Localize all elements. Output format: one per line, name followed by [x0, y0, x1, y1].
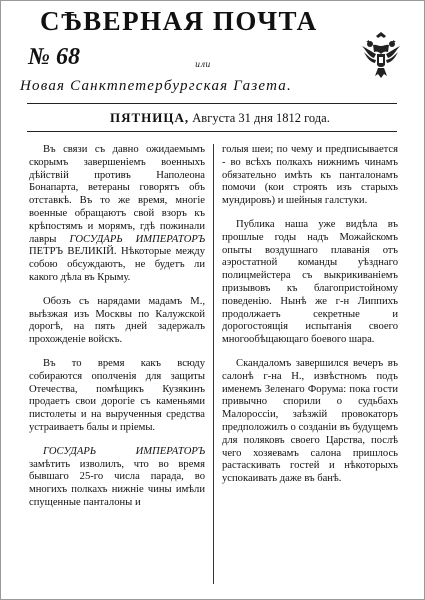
bottom-rule — [27, 131, 397, 132]
article-parade-continued: голыя шеи; по чему и предписывается - во всѣхъ полкахъ нижнимъ чинамъ обязательно имѣть къ панталонамъ помочи (кои строять изъ старыхъ мундировъ) и шейныя галстуки. — [222, 144, 398, 207]
article-convoy: Обозъ съ нарядами мадамъ М., выѣзжая изъ Москвы по Калужской дорогѣ, на пять дней задержалъ прохожденіе войскъ. — [29, 295, 205, 346]
dateline — [110, 110, 330, 126]
masthead-title: СѢВЕРНАЯ ПОЧТА — [40, 6, 318, 36]
dateline-weekday: ПЯТНИЦА, — [110, 110, 190, 125]
article-salon-scandal: Скандаломъ завершился вечеръ въ салонѣ г-на Н., извѣстномъ подъ именемъ Зеленаго Форума: пока гости привычно спорили о судьбахъ Малороссіи, заѣзжій провокаторъ предположилъ о созданіи въ будущемъ для поляковъ своего Царства, послѣ чего хозяевамъ салона пришлось растаскивать гостей и нѣкоторыхъ успокаивать даже въ банѣ. — [222, 357, 398, 485]
column-right — [222, 144, 398, 497]
column-divider — [213, 144, 214, 584]
article-balloon: Публика наша уже видѣла въ прошлые годы надъ Можайскомъ опыты воздушнаго плаванія отъ аэростатной команды уѣзднаго полицмейстера съ выкрикиваніемъ призывовъ къ благопристойному поведенію. Нынѣ же г-н Липпихъ продолжаетъ секретные и дорогостоящія испытанія своего многообѣщающаго боевого шара. — [222, 218, 398, 346]
emphasis-sovereign: ГОСУДАРЬ ИМПЕРАТОРЪ — [69, 233, 205, 245]
masthead-connector: или — [195, 60, 211, 69]
text-run: Въ связи съ давно ожидаемымъ скорымъ завершеніемъ военныхъ дѣйствій противъ Наполеона Бонапарта, ветераны говорятъ объ отставкѣ. Въ то же время, многіе военные обращаютъ свой взоръ къ крѣпостямъ и морямъ, гдѣ пожинали лавры — [29, 144, 205, 245]
article-parade — [29, 446, 205, 510]
issue-number: № 68 — [28, 44, 80, 70]
dateline-date: Августа 31 дня 1812 года. — [192, 111, 330, 125]
top-rule — [27, 103, 397, 104]
double-headed-eagle-icon — [360, 30, 402, 80]
emphasis-sovereign: ГОСУДАРЬ ИМПЕРАТОРЪ — [43, 445, 205, 457]
text-run: ПЕТРЪ ВЕЛИКІЙ. Нѣкоторые между собою обсуждаютъ, не будетъ ли какого дѣла въ Крыму. — [29, 246, 205, 283]
column-left — [29, 144, 205, 521]
article-kuzyakin: Въ то время какъ всюду собираются ополченія для защиты Отечества, помѣщикъ Кузякинъ продаетъ свои дорогіе съ каменьями пистолеты и на вырученныя средства устраиваетъ балы и пріемы. — [29, 357, 205, 433]
text-run: замѣтить изволилъ, что во время бывшаго 25-го числа парада, во многихъ полкахъ нижніе чины имѣли спущенные панталоны и — [29, 458, 205, 508]
article-war-end — [29, 144, 205, 285]
masthead-subtitle: Новая Санктпетербургская Газета. — [20, 78, 292, 94]
